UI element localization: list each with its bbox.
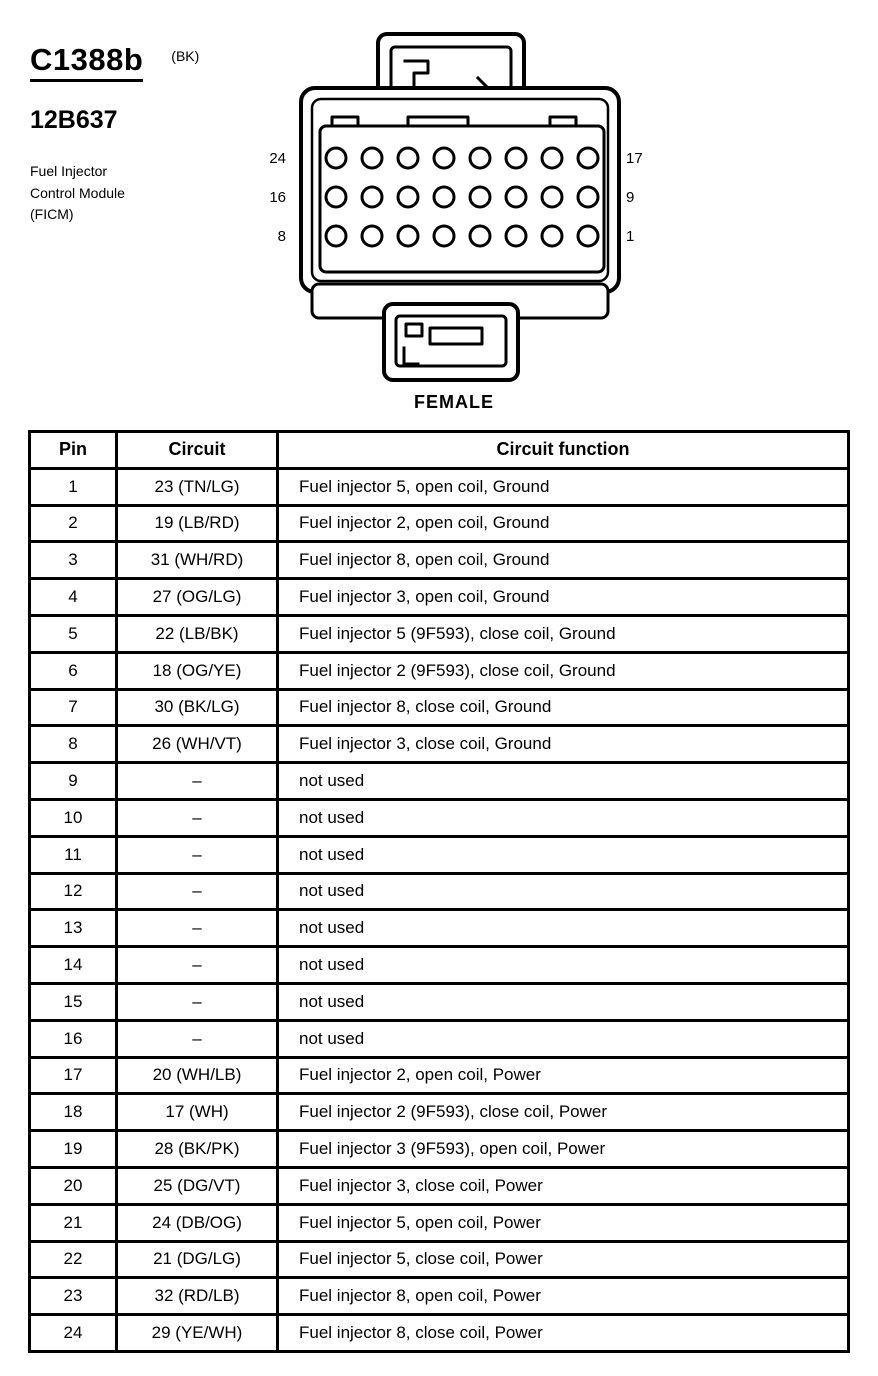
keying-detail [405,61,439,88]
circuit-cell: 23 (TN/LG) [117,468,278,505]
circuit-cell: – [117,873,278,910]
pin-cell: 5 [30,615,117,652]
function-cell: Fuel injector 2 (9F593), close coil, Power [278,1094,849,1131]
table-row [30,1094,849,1131]
table-row [30,689,849,726]
circuit-cell: 19 (LB/RD) [117,505,278,542]
connector-body [301,88,619,292]
pin-cell: 11 [30,836,117,873]
table-row [30,726,849,763]
function-cell: not used [278,836,849,873]
pinout-table [28,430,850,1353]
table-row [30,1020,849,1057]
pin-hole [506,187,526,207]
pin-cell: 21 [30,1204,117,1241]
pin-cell: 7 [30,689,117,726]
circuit-cell: 22 (LB/BK) [117,615,278,652]
function-cell: not used [278,763,849,800]
pin-hole [470,187,490,207]
pin-hole [362,226,382,246]
table-row [30,947,849,984]
pin-cell: 3 [30,542,117,579]
function-cell: Fuel injector 8, open coil, Ground [278,542,849,579]
pin-hole [434,148,454,168]
circuit-cell: 25 (DG/VT) [117,1167,278,1204]
pin-label-right: 1 [626,228,635,245]
function-cell: Fuel injector 2, open coil, Power [278,1057,849,1094]
circuit-cell: – [117,799,278,836]
part-number: 12B637 [30,106,118,134]
pin-cell: 22 [30,1241,117,1278]
pin-cell: 20 [30,1167,117,1204]
pin-cell: 23 [30,1278,117,1315]
pin-hole [578,226,598,246]
table-row [30,983,849,1020]
table-row [30,1204,849,1241]
pin-label-right: 9 [626,189,635,206]
pin-label-left: 8 [277,228,286,245]
pin-hole [542,187,562,207]
connector-id: C1388b [30,42,143,82]
pin-label-left: 24 [269,150,286,167]
table-row [30,1241,849,1278]
pin-cell: 4 [30,579,117,616]
function-cell: not used [278,799,849,836]
function-cell: Fuel injector 3, open coil, Ground [278,579,849,616]
pin-hole [362,148,382,168]
function-cell: Fuel injector 3, close coil, Power [278,1167,849,1204]
component-name [30,161,199,226]
pin-hole [434,187,454,207]
pin-hole [326,148,346,168]
pin-cell: 1 [30,468,117,505]
circuit-cell: – [117,947,278,984]
pin-cell: 8 [30,726,117,763]
circuit-cell: 31 (WH/RD) [117,542,278,579]
table-row [30,1057,849,1094]
gender-label: FEMALE [414,392,494,412]
pin-hole [434,226,454,246]
pin-cell: 12 [30,873,117,910]
pin-hole [326,226,346,246]
circuit-cell: 17 (WH) [117,1094,278,1131]
function-cell: Fuel injector 8, close coil, Ground [278,689,849,726]
pin-cell: 14 [30,947,117,984]
pin-cell: 17 [30,1057,117,1094]
circuit-cell: 29 (YE/WH) [117,1315,278,1352]
circuit-cell: – [117,763,278,800]
component-name-line: (FICM) [30,206,74,223]
pin-hole [362,187,382,207]
function-cell: Fuel injector 2 (9F593), close coil, Ground [278,652,849,689]
pin-hole [542,148,562,168]
function-cell: Fuel injector 3, close coil, Ground [278,726,849,763]
pin-hole [398,226,418,246]
table-row [30,763,849,800]
table-row [30,1131,849,1168]
table-row [30,1167,849,1204]
header-circuit: Circuit [117,432,278,469]
pin-hole [578,187,598,207]
pin-hole [398,187,418,207]
pin-cell: 6 [30,652,117,689]
pin-cell: 10 [30,799,117,836]
function-cell: Fuel injector 8, close coil, Power [278,1315,849,1352]
pinout-table-body [30,468,849,1351]
function-cell: Fuel injector 2, open coil, Ground [278,505,849,542]
table-row [30,468,849,505]
circuit-cell: – [117,983,278,1020]
circuit-cell: 26 (WH/VT) [117,726,278,763]
circuit-cell: 28 (BK/PK) [117,1131,278,1168]
circuit-cell: 21 (DG/LG) [117,1241,278,1278]
pin-cell: 15 [30,983,117,1020]
component-name-line: Control Module [30,184,125,201]
pin-label-left: 16 [269,189,286,206]
circuit-cell: 20 (WH/LB) [117,1057,278,1094]
table-row [30,542,849,579]
function-cell: Fuel injector 5, open coil, Power [278,1204,849,1241]
table-row [30,873,849,910]
table-row [30,652,849,689]
function-cell: Fuel injector 5, open coil, Ground [278,468,849,505]
circuit-cell: – [117,836,278,873]
circuit-cell: 27 (OG/LG) [117,579,278,616]
circuit-cell: 32 (RD/LB) [117,1278,278,1315]
circuit-cell: – [117,1020,278,1057]
connector-color-code: (BK) [171,48,200,64]
circuit-cell: 30 (BK/LG) [117,689,278,726]
pin-label-right: 17 [626,150,643,167]
table-row [30,910,849,947]
table-row [30,1278,849,1315]
pin-hole [470,148,490,168]
function-cell: Fuel injector 3 (9F593), open coil, Power [278,1131,849,1168]
pin-hole [578,148,598,168]
table-row [30,615,849,652]
function-cell: Fuel injector 5, close coil, Power [278,1241,849,1278]
circuit-cell: – [117,910,278,947]
table-row [30,1315,849,1352]
table-row [30,799,849,836]
pin-cell: 24 [30,1315,117,1352]
table-row [30,579,849,616]
pin-hole [470,226,490,246]
pin-cell: 16 [30,1020,117,1057]
function-cell: Fuel injector 5 (9F593), close coil, Ground [278,615,849,652]
component-name-line: Fuel Injector [30,163,108,179]
pin-cell: 13 [30,910,117,947]
function-cell: not used [278,873,849,910]
pin-cell: 2 [30,505,117,542]
pin-hole [506,226,526,246]
pin-hole [398,148,418,168]
connector-drawing [228,26,680,388]
header-block [30,42,199,226]
header-pin: Pin [30,432,117,469]
circuit-cell: 24 (DB/OG) [117,1204,278,1241]
circuit-cell: 18 (OG/YE) [117,652,278,689]
function-cell: not used [278,1020,849,1057]
function-cell: not used [278,947,849,984]
function-cell: not used [278,910,849,947]
header-circuit-function: Circuit function [278,432,849,469]
pin-cell: 18 [30,1094,117,1131]
pin-cell: 9 [30,763,117,800]
function-cell: not used [278,983,849,1020]
pin-hole [506,148,526,168]
pin-hole [326,187,346,207]
pin-hole [542,226,562,246]
function-cell: Fuel injector 8, open coil, Power [278,1278,849,1315]
table-row [30,836,849,873]
connector-bottom-tab [312,284,608,380]
pin-cell: 19 [30,1131,117,1168]
table-row [30,505,849,542]
table-header-row [30,432,849,469]
